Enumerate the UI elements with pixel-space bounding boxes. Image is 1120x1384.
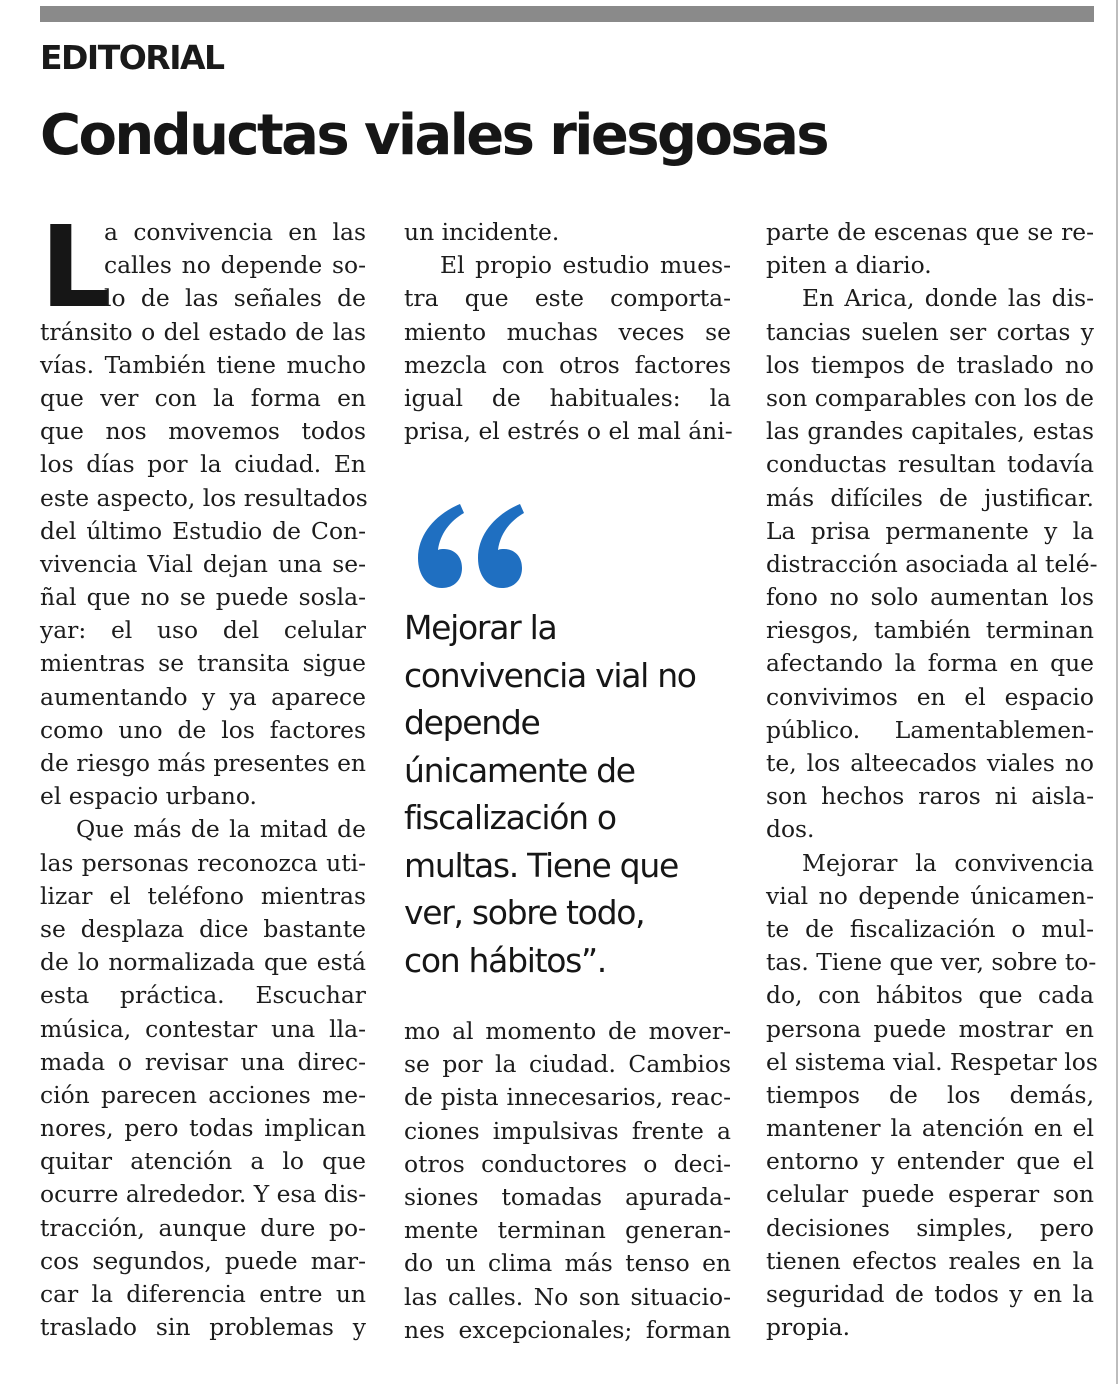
text-line: La prisa permanente y la xyxy=(766,516,1094,545)
text-line: como uno de los factores xyxy=(40,715,366,744)
text-line: En Arica, donde las dis- xyxy=(802,284,1094,313)
opening-quote-icon xyxy=(408,500,528,592)
text-line: las calles. No son situacio- xyxy=(404,1282,731,1311)
text-line: las personas reconozca uti- xyxy=(40,848,366,877)
pull-quote-line: ver, sobre todo, xyxy=(404,893,645,932)
text-line: público. Lamentablemen- xyxy=(766,715,1094,744)
text-line: Mejorar la convivencia xyxy=(802,848,1094,877)
pull-quote-line: fiscalización o xyxy=(404,798,616,837)
pull-quote-line: convivencia vial no xyxy=(404,655,696,695)
text-line: se desplaza dice bastante xyxy=(40,914,366,943)
text-line: mente terminan generan- xyxy=(404,1216,731,1245)
pull-quote-line: depende xyxy=(404,703,540,742)
column-2-top xyxy=(404,216,731,448)
text-line: decisiones simples, pero xyxy=(766,1213,1094,1242)
text-line: convivimos en el espacio xyxy=(766,682,1094,711)
text-line: otros conductores o deci- xyxy=(404,1149,731,1178)
text-line: vial no depende únicamen- xyxy=(766,881,1094,910)
text-line: tránsito o del estado de las xyxy=(40,317,366,346)
text-line: miento muchas veces se xyxy=(404,317,731,346)
text-line: parte de escenas que se re- xyxy=(766,218,1094,246)
text-line: los tiempos de traslado no xyxy=(766,350,1094,379)
text-line: traslado sin problemas y xyxy=(40,1313,366,1342)
pull-quote xyxy=(404,604,734,984)
text-line: seguridad de todos y en la xyxy=(766,1280,1094,1308)
text-line: el espacio urbano. xyxy=(40,782,257,811)
text-line: nores, pero todas implican xyxy=(40,1114,366,1143)
text-line: de riesgo más presentes en xyxy=(40,749,366,777)
text-line: tienen efectos reales en la xyxy=(766,1246,1094,1275)
column-2-bottom xyxy=(404,1015,731,1347)
headline: Conductas viales riesgosas xyxy=(40,103,828,168)
text-line: yar: el uso del celular xyxy=(40,616,366,645)
text-line: ción parecen acciones me- xyxy=(40,1080,366,1109)
text-line: do un clima más tenso en xyxy=(404,1249,731,1278)
text-line: este aspecto, los resultados xyxy=(40,483,368,512)
text-line: tiempos de los demás, xyxy=(766,1080,1094,1109)
text-line: te, los alteecados viales no xyxy=(766,749,1094,777)
text-line: tra que este comporta- xyxy=(404,284,731,313)
text-line: propia. xyxy=(766,1313,851,1342)
text-line: del último Estudio de Con- xyxy=(40,516,366,545)
pull-quote-line: únicamente de xyxy=(404,750,635,790)
text-line: a convivencia en las xyxy=(104,218,366,246)
text-line: quitar atención a lo que xyxy=(40,1147,366,1176)
drop-cap: L xyxy=(40,203,112,333)
text-line: esta práctica. Escuchar xyxy=(40,981,366,1010)
text-line: calles no depende so- xyxy=(104,251,366,280)
text-line: los días por la ciudad. En xyxy=(40,450,366,479)
text-line: siones tomadas apurada- xyxy=(404,1182,731,1211)
text-line: tas. Tiene que ver, sobre to- xyxy=(766,948,1097,977)
text-line: lizar el teléfono mientras xyxy=(40,881,366,910)
text-line: vivencia Vial dejan una se- xyxy=(40,549,366,578)
text-line: tracción, aunque dure po- xyxy=(40,1213,366,1242)
text-line: aumentando y ya aparece xyxy=(40,682,366,711)
text-line: igual de habituales: la xyxy=(404,383,731,412)
text-line: El propio estudio mues- xyxy=(440,251,731,280)
text-line: celular puede esperar son xyxy=(766,1180,1094,1209)
text-line: persona puede mostrar en xyxy=(766,1014,1094,1043)
text-line: afectando la forma en que xyxy=(766,649,1094,678)
text-line: música, contestar una lla- xyxy=(40,1014,366,1043)
text-line: prisa, el estrés o el mal áni- xyxy=(404,417,733,446)
text-line: Que más de la mitad de xyxy=(76,815,366,844)
quote-mark-left xyxy=(418,504,464,588)
text-line: las grandes capitales, estas xyxy=(766,417,1094,446)
pull-quote-line: multas. Tiene que xyxy=(404,845,678,885)
text-line: nes excepcionales; forman xyxy=(404,1315,731,1344)
text-line: más difíciles de justificar. xyxy=(766,483,1094,512)
text-line: se por la ciudad. Cambios xyxy=(404,1050,731,1079)
text-line: cos segundos, puede mar- xyxy=(40,1246,366,1275)
text-line: distracción asociada al telé- xyxy=(766,549,1098,578)
text-line: conductas resultan todavía xyxy=(766,450,1094,479)
text-line: ñal que no se puede sosla- xyxy=(40,583,366,612)
text-line: son comparables con los de xyxy=(766,383,1094,412)
text-line: vías. También tiene mucho xyxy=(40,350,366,379)
text-line: ciones impulsivas frente a xyxy=(404,1116,731,1145)
text-line: piten a diario. xyxy=(766,251,932,280)
text-line: son hechos raros ni aisla- xyxy=(766,782,1094,811)
text-line: entorno y entender que el xyxy=(766,1147,1094,1176)
text-line: car la diferencia entre un xyxy=(40,1280,366,1308)
text-line: mientras se transita sigue xyxy=(40,649,366,678)
text-line: de pista innecesarios, reac- xyxy=(404,1083,731,1112)
page-edge-rule xyxy=(1116,0,1118,1384)
text-line: lo de las señales de xyxy=(104,284,366,313)
pull-quote-line: con hábitos”. xyxy=(404,940,606,980)
text-line: dos. xyxy=(766,815,815,844)
text-line: un incidente. xyxy=(404,218,560,246)
text-line: que nos movemos todos xyxy=(40,417,366,446)
text-line: mo al momento de mover- xyxy=(404,1017,731,1045)
text-line: mantener la atención en el xyxy=(766,1114,1094,1143)
text-line: el sistema vial. Respetar los xyxy=(766,1047,1098,1076)
text-line: tancias suelen ser cortas y xyxy=(766,317,1094,346)
section-label: EDITORIAL xyxy=(40,38,224,77)
column-3 xyxy=(766,216,1098,1344)
text-line: fono no solo aumentan los xyxy=(766,583,1094,612)
quote-mark-right xyxy=(478,504,524,588)
text-line: riesgos, también terminan xyxy=(766,616,1094,645)
pull-quote-line: Mejorar la xyxy=(404,608,557,647)
text-line: do, con hábitos que cada xyxy=(766,981,1094,1010)
top-rule xyxy=(40,6,1094,22)
text-line: mada o revisar una direc- xyxy=(40,1047,366,1076)
text-line: te de fiscalización o mul- xyxy=(766,914,1094,943)
text-line: que ver con la forma en xyxy=(40,383,366,412)
text-line: ocurre alrededor. Y esa dis- xyxy=(40,1180,367,1209)
text-line: de lo normalizada que está xyxy=(40,948,366,977)
column-1 xyxy=(40,203,368,1344)
text-line: mezcla con otros factores xyxy=(404,350,731,379)
